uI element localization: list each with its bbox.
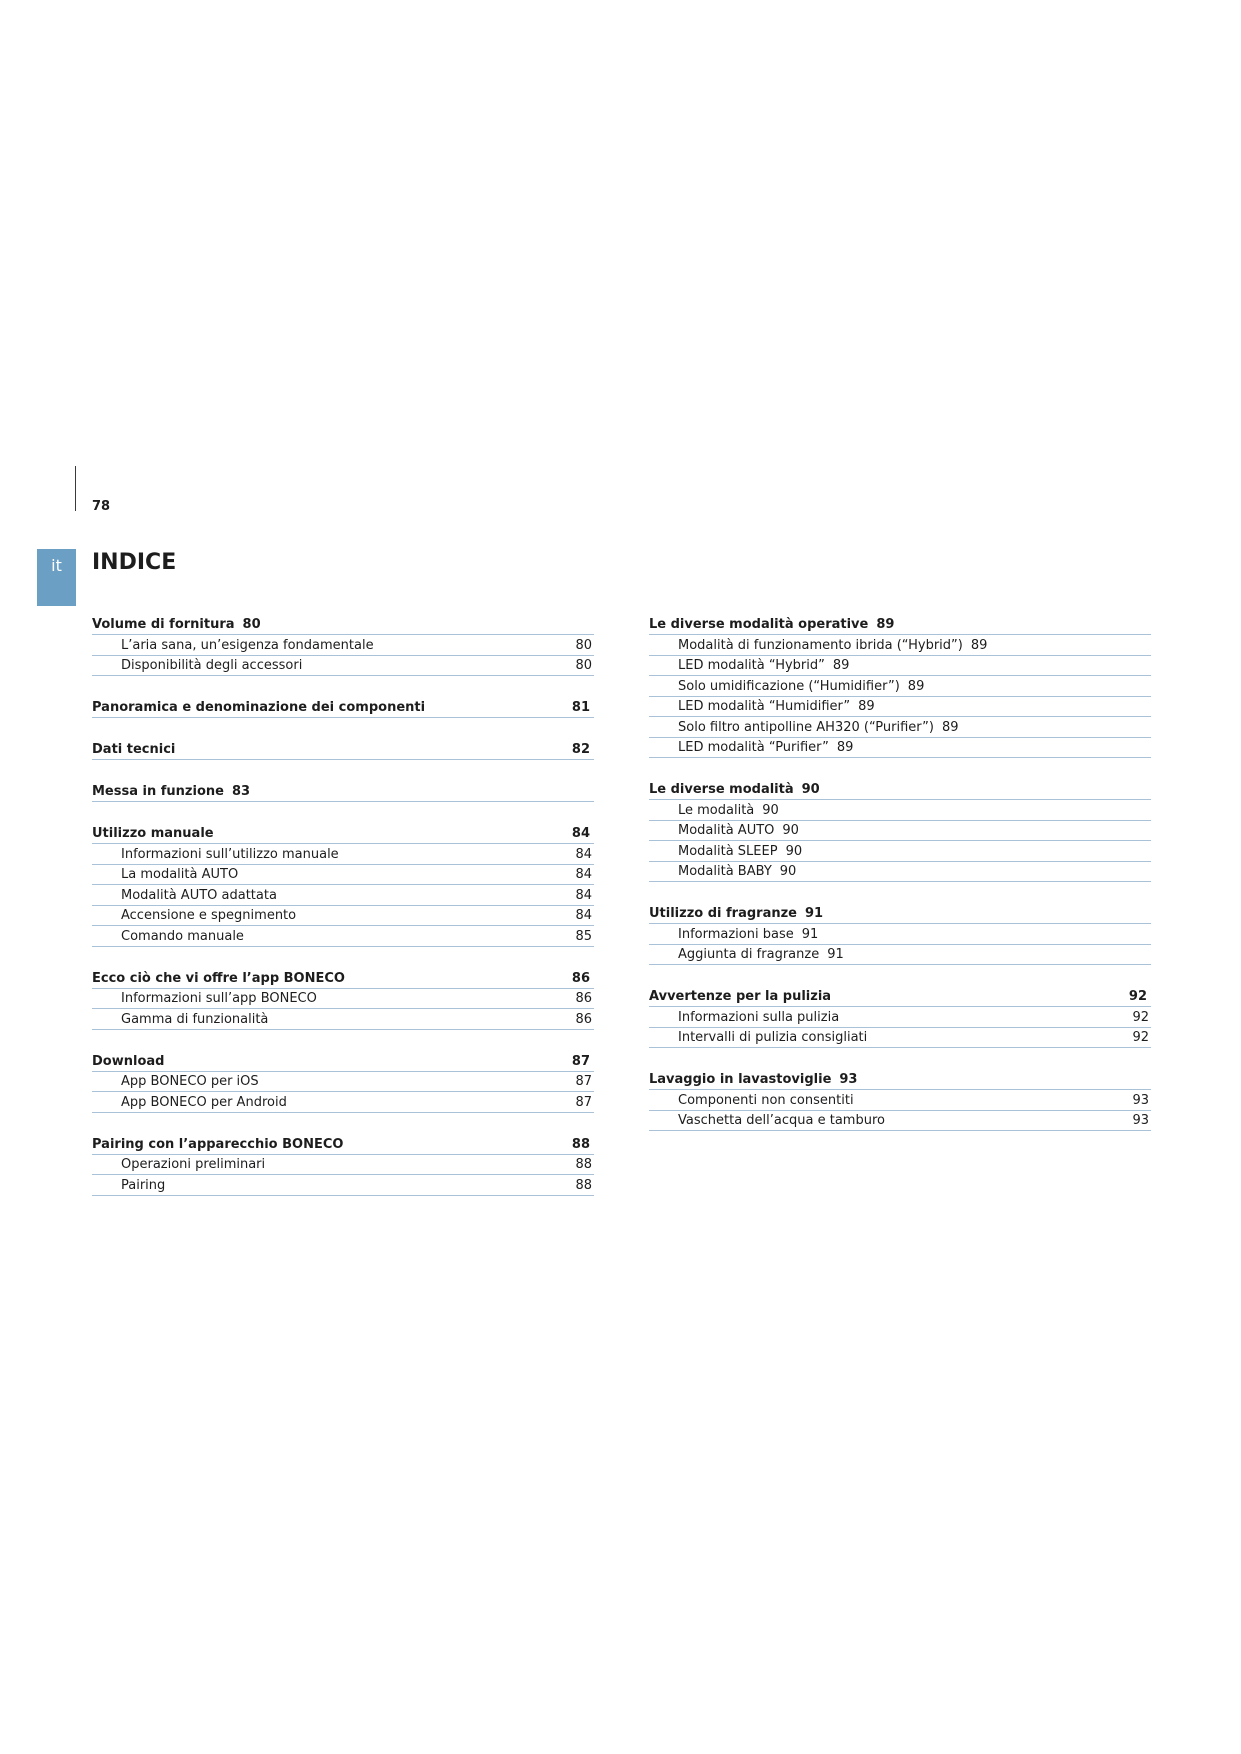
toc-entry[interactable] (92, 906, 594, 927)
toc-heading-page: 92 (1128, 989, 1147, 1004)
toc-heading-page: 91 (804, 906, 824, 921)
toc-entry-page: 91 (827, 947, 844, 962)
toc-entry-page: 84 (575, 867, 592, 882)
toc-heading-page: 81 (571, 700, 590, 715)
toc-entry-page: 88 (575, 1157, 592, 1172)
toc-section (92, 696, 594, 718)
toc-entry-label: Intervalli di pulizia consigliati (678, 1030, 868, 1045)
toc-heading-label: Lavaggio in lavastoviglie (649, 1072, 832, 1087)
toc-heading-label: Panoramica e denominazione dei componenti (92, 700, 426, 715)
toc-entry-label: Componenti non consentiti (678, 1092, 854, 1108)
toc-heading-page: 84 (571, 826, 590, 841)
toc-section-heading[interactable] (92, 967, 594, 989)
toc-entry-label: Aggiunta di fragranze (678, 947, 820, 962)
toc-heading-page: 90 (801, 782, 820, 797)
toc-section-heading[interactable] (649, 778, 1151, 800)
toc-heading-label: Download (92, 1053, 165, 1069)
toc-entry[interactable] (649, 862, 1151, 883)
page-number-rule (75, 466, 76, 511)
toc-entry[interactable] (649, 1111, 1151, 1132)
toc-entry-label: LED modalità “Hybrid” (678, 658, 825, 673)
toc-entry-page: 87 (575, 1094, 592, 1110)
toc-entry-label: App BONECO per iOS (121, 1074, 259, 1089)
toc-entry[interactable] (649, 738, 1151, 759)
toc-heading-label: Utilizzo di fragranze (649, 906, 797, 921)
toc-entry-label: App BONECO per Android (121, 1094, 287, 1110)
toc-heading-label: Volume di fornitura (92, 617, 235, 632)
toc-section (649, 902, 1151, 965)
toc-entry[interactable] (92, 1072, 594, 1093)
toc-entry-label: LED modalità “Humidifier” (678, 699, 851, 714)
toc-entry-label: Informazioni sull’utilizzo manuale (121, 846, 339, 862)
toc-entry-page: 86 (575, 1011, 592, 1027)
toc-entry-label: Pairing (121, 1177, 166, 1193)
toc-entry-page: 92 (1132, 1009, 1149, 1025)
toc-entry[interactable] (92, 656, 594, 677)
toc-entry[interactable] (92, 865, 594, 886)
toc-entry[interactable] (92, 635, 594, 656)
toc-entry-page: 89 (832, 658, 850, 673)
page-title: INDICE (92, 550, 177, 575)
toc-entry-page: 90 (785, 843, 803, 859)
toc-section (649, 613, 1151, 758)
toc-section-heading[interactable] (649, 613, 1151, 635)
toc-entry-label: Solo filtro antipolline AH320 (“Purifier”) (678, 719, 934, 735)
toc-section-heading[interactable] (649, 985, 1151, 1007)
toc-entry[interactable] (649, 945, 1151, 966)
toc-entry[interactable] (649, 635, 1151, 656)
toc-right-column (649, 613, 1151, 1151)
toc-section-heading[interactable] (92, 780, 594, 802)
toc-section-heading[interactable] (92, 738, 594, 760)
toc-entry[interactable] (649, 924, 1151, 945)
toc-entry[interactable] (92, 885, 594, 906)
toc-entry-page: 89 (858, 699, 875, 714)
toc-section (92, 738, 594, 760)
toc-entry-page: 89 (836, 740, 854, 755)
toc-section (649, 778, 1151, 882)
toc-entry-label: Le modalità (678, 802, 755, 818)
toc-entry[interactable] (649, 676, 1151, 697)
toc-section-heading[interactable] (92, 822, 594, 844)
toc-section-heading[interactable] (92, 613, 594, 635)
toc-section (92, 822, 594, 947)
toc-left-column (92, 613, 594, 1216)
toc-entry[interactable] (649, 656, 1151, 677)
toc-heading-page: 80 (242, 617, 261, 632)
toc-entry-page: 89 (907, 678, 925, 694)
toc-heading-page: 87 (571, 1053, 590, 1069)
language-tab: it (37, 549, 76, 606)
toc-entry-label: Informazioni sull’app BONECO (121, 991, 317, 1006)
toc-entry-page: 86 (575, 991, 592, 1006)
toc-entry-page: 93 (1132, 1092, 1149, 1108)
toc-entry-page: 80 (575, 637, 592, 653)
toc-heading-label: Ecco ciò che vi offre l’app BONECO (92, 970, 345, 986)
toc-entry[interactable] (649, 841, 1151, 862)
toc-heading-label: Dati tecnici (92, 742, 176, 757)
toc-heading-page: 83 (231, 784, 251, 799)
toc-entry-page: 90 (782, 823, 799, 838)
toc-heading-page: 89 (876, 617, 895, 632)
toc-entry-page: 84 (575, 887, 592, 903)
toc-entry-label: Informazioni sulla pulizia (678, 1009, 840, 1025)
toc-entry-page: 88 (575, 1177, 592, 1193)
toc-section (92, 613, 594, 676)
toc-entry[interactable] (92, 1155, 594, 1176)
toc-heading-page: 88 (571, 1136, 590, 1152)
toc-section-heading[interactable] (649, 902, 1151, 924)
toc-entry[interactable] (649, 800, 1151, 821)
toc-entry-label: Operazioni preliminari (121, 1157, 266, 1172)
toc-entry[interactable] (649, 1028, 1151, 1049)
toc-entry-page: 84 (575, 908, 592, 923)
toc-entry-page: 93 (1132, 1113, 1149, 1128)
toc-entry[interactable] (92, 926, 594, 947)
toc-section (92, 967, 594, 1030)
toc-entry-label: Modalità di funzionamento ibrida (“Hybrid”) (678, 637, 963, 653)
toc-heading-label: Utilizzo manuale (92, 826, 214, 841)
toc-section (92, 1050, 594, 1113)
toc-entry-label: Informazioni base (678, 926, 794, 942)
toc-entry-label: Modalità SLEEP (678, 843, 778, 859)
toc-heading-page: 86 (571, 970, 590, 986)
toc-entry-label: Accensione e spegnimento (121, 908, 297, 923)
toc-entry-label: L’aria sana, un’esigenza fondamentale (121, 637, 374, 653)
toc-entry-label: Modalità AUTO adattata (121, 887, 277, 903)
toc-entry-label: Disponibilità degli accessori (121, 658, 303, 673)
toc-entry-label: Solo umidificazione (“Humidifier”) (678, 678, 900, 694)
toc-section (649, 985, 1151, 1048)
toc-heading-label: Le diverse modalità (649, 782, 794, 797)
toc-entry[interactable] (92, 844, 594, 865)
toc-section-heading[interactable] (92, 1050, 594, 1072)
toc-entry-label: LED modalità “Purifier” (678, 740, 829, 755)
toc-section-heading[interactable] (92, 1133, 594, 1155)
toc-entry-page: 89 (970, 637, 988, 653)
toc-entry-page: 80 (575, 658, 592, 673)
toc-section-heading[interactable] (92, 696, 594, 718)
toc-heading-page: 82 (571, 742, 590, 757)
toc-section (92, 780, 594, 802)
toc-entry[interactable] (92, 1009, 594, 1030)
toc-heading-page: 93 (839, 1072, 858, 1087)
toc-heading-label: Messa in funzione (92, 784, 224, 799)
toc-entry[interactable] (92, 989, 594, 1010)
toc-entry-label: Modalità BABY (678, 864, 772, 879)
toc-entry-page: 87 (575, 1074, 592, 1089)
toc-entry-label: Gamma di funzionalità (121, 1011, 269, 1027)
toc-entry[interactable] (649, 697, 1151, 718)
toc-heading-label: Le diverse modalità operative (649, 617, 869, 632)
toc-entry-label: Comando manuale (121, 928, 244, 944)
toc-entry-label: Modalità AUTO (678, 823, 775, 838)
toc-entry-page: 90 (762, 802, 779, 818)
toc-entry-page: 85 (575, 928, 592, 944)
toc-entry[interactable] (649, 821, 1151, 842)
toc-entry-label: Vaschetta dell’acqua e tamburo (678, 1113, 885, 1128)
toc-section (649, 1068, 1151, 1131)
toc-heading-label: Avvertenze per la pulizia (649, 989, 832, 1004)
toc-section-heading[interactable] (649, 1068, 1151, 1090)
toc-heading-label: Pairing con l’apparecchio BONECO (92, 1136, 344, 1152)
toc-entry-label: La modalità AUTO (121, 867, 239, 882)
toc-section (92, 1133, 594, 1196)
toc-entry-page: 89 (941, 719, 959, 735)
toc-entry[interactable] (92, 1092, 594, 1113)
toc-entry[interactable] (92, 1175, 594, 1196)
toc-entry[interactable] (649, 1090, 1151, 1111)
toc-entry-page: 84 (575, 846, 592, 862)
toc-entry[interactable] (649, 1007, 1151, 1028)
toc-entry-page: 90 (779, 864, 797, 879)
toc-entry-page: 91 (801, 926, 819, 942)
toc-entry[interactable] (649, 717, 1151, 738)
toc-entry-page: 92 (1132, 1030, 1149, 1045)
page-number: 78 (92, 499, 111, 514)
